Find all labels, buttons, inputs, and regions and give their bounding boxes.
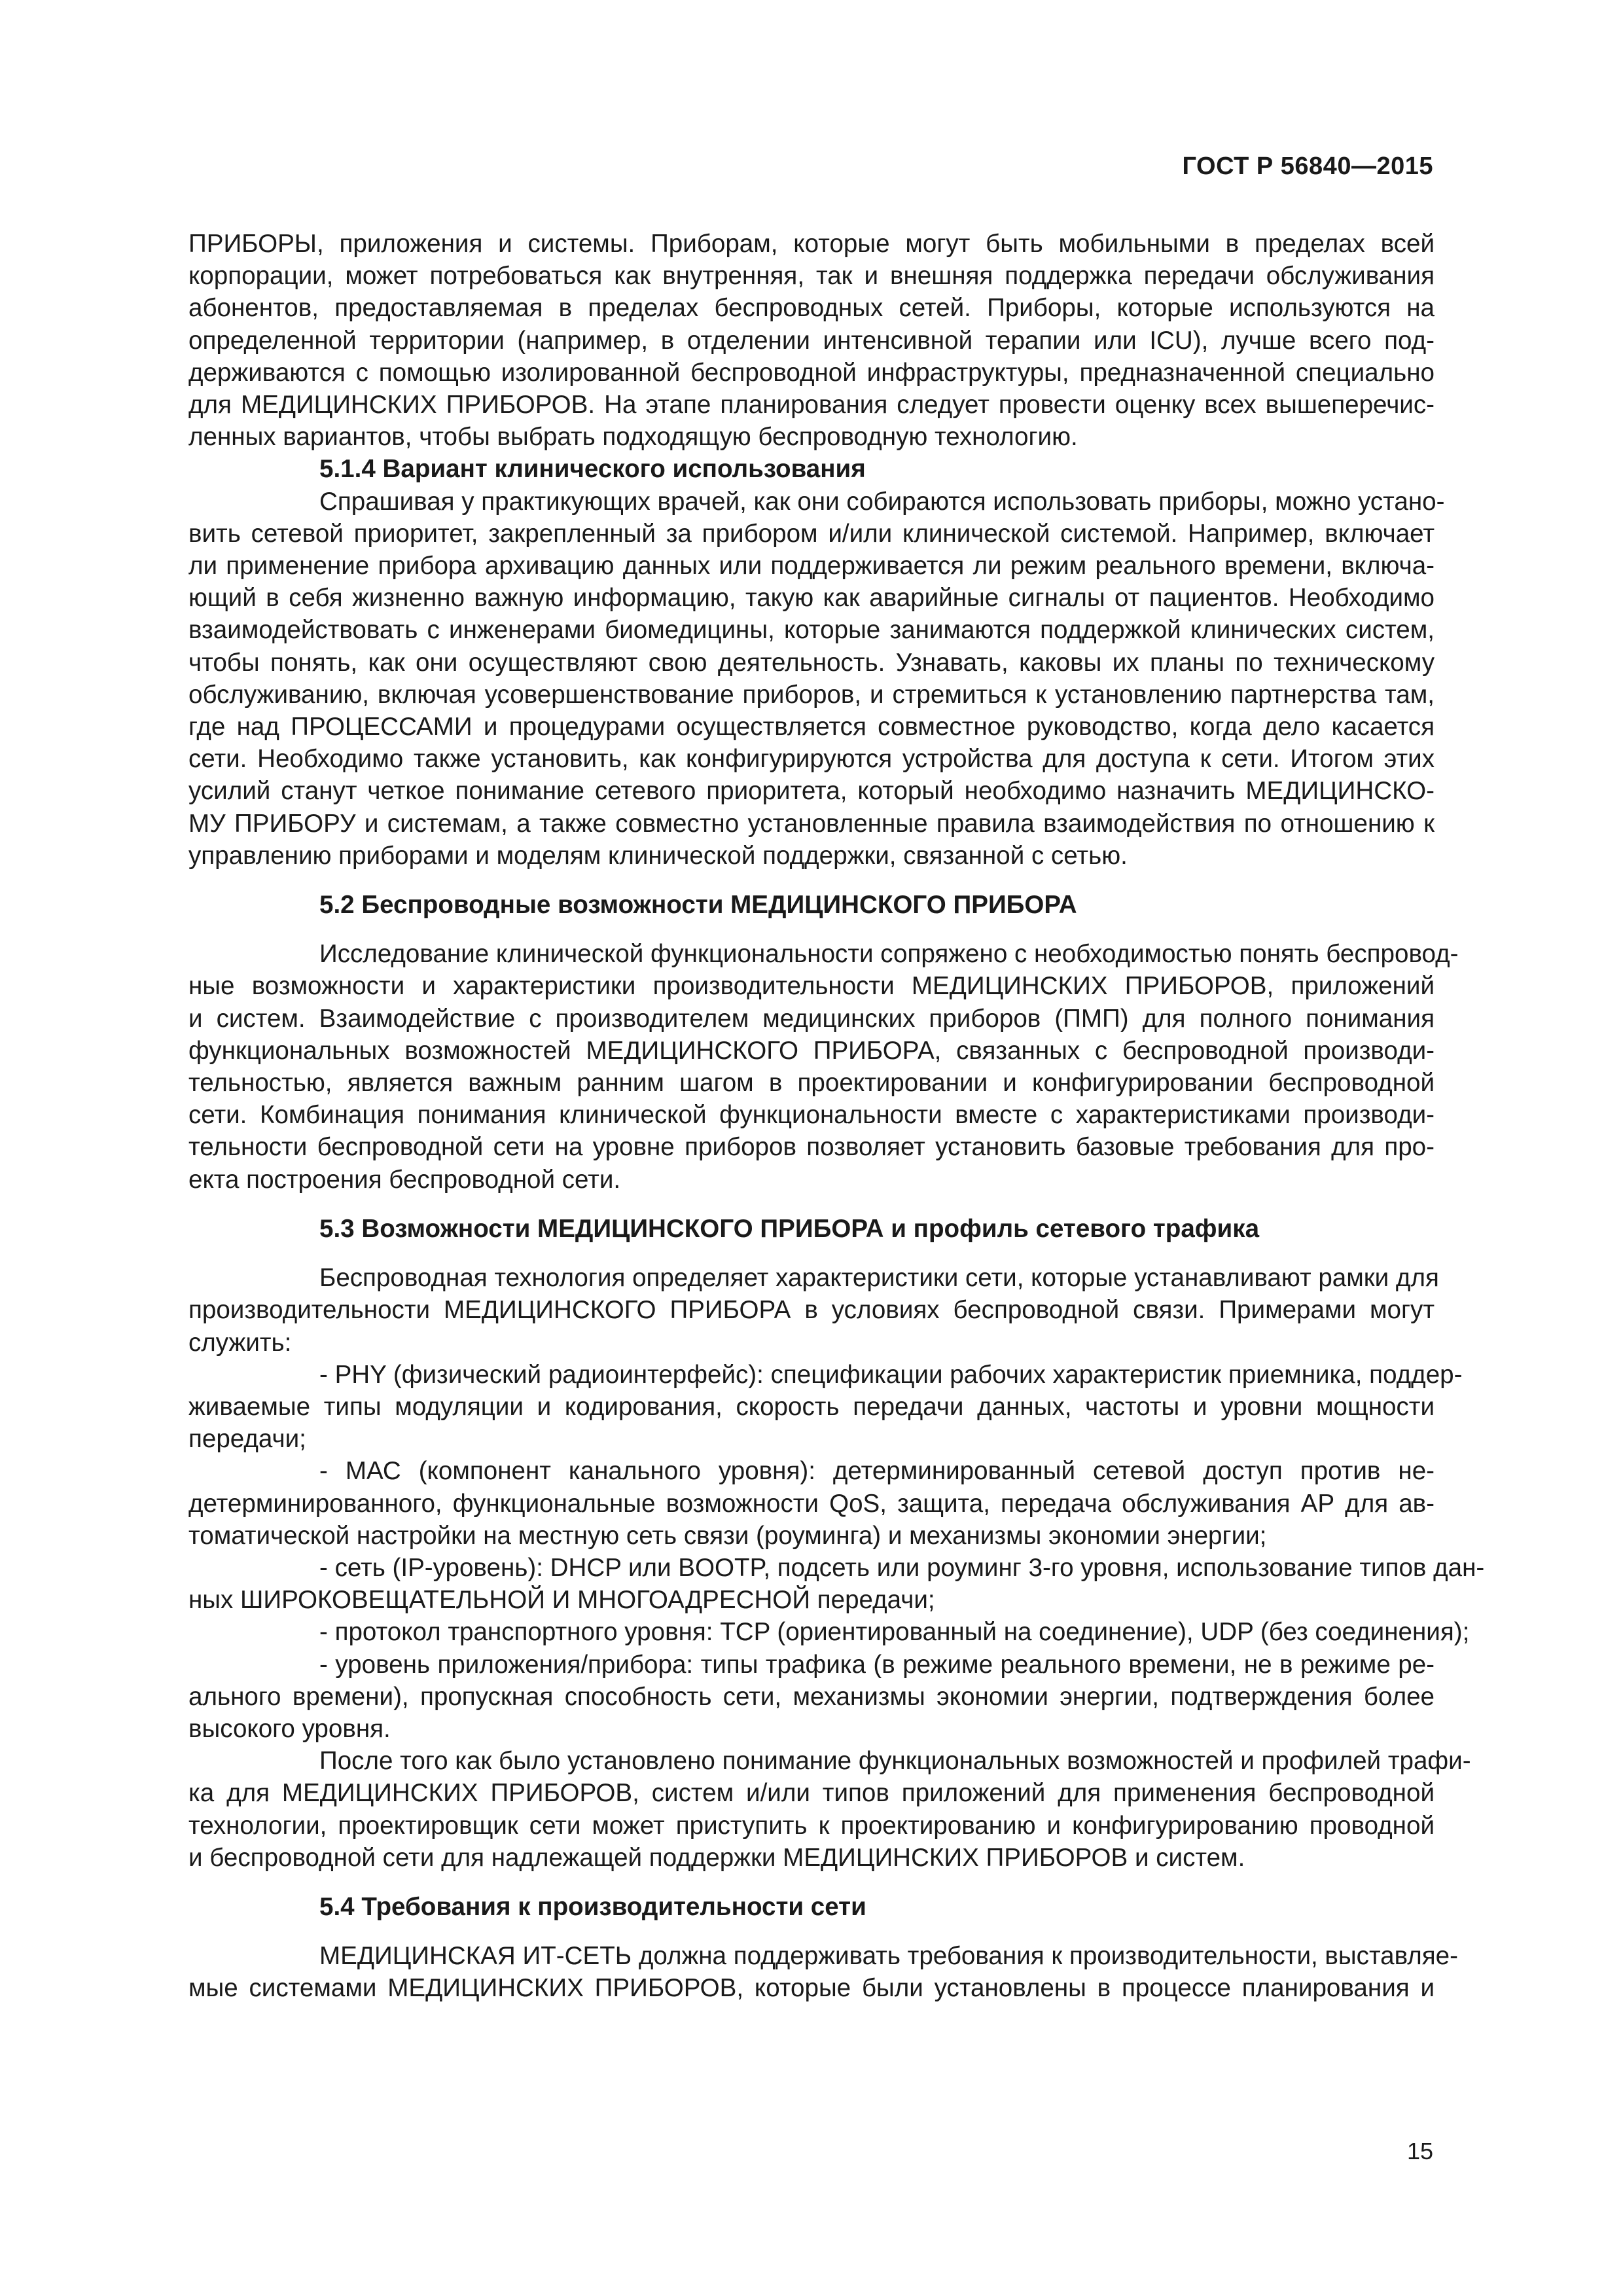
document-code-header: ГОСТ Р 56840—2015 [1182, 152, 1433, 180]
paragraph-wireless-capabilities [188, 938, 1459, 1196]
text-line: корпорации, может потребоваться как внутренняя, так и внешняя поддержка передачи обслуживания [188, 262, 1435, 291]
text-line: - протокол транспортного уровня: TCP (ориентированный на соединение), UDP (без соединения); [319, 1618, 1470, 1647]
document-body [188, 228, 1485, 2005]
text-line: ленных вариантов, чтобы выбрать подходящую беспроводную технологию. [188, 423, 1078, 452]
text-line: для МЕДИЦИНСКИХ ПРИБОРОВ. На этапе планирования следует провести оценку всех вышеперечис- [188, 391, 1435, 420]
list-item-transport [188, 1616, 1470, 1648]
page-number: 15 [1406, 2138, 1433, 2164]
list-item-network [188, 1552, 1485, 1616]
text-line: ального времени), пропускная способность сети, механизмы экономии энергии, подтверждения более [188, 1682, 1435, 1711]
list-item-phy [188, 1359, 1463, 1456]
paragraph-clinical-use [188, 486, 1445, 872]
text-line: Исследование клинической функциональности сопряжено с необходимостью понять беспровод- [319, 940, 1459, 969]
text-line: вить сетевой приоритет, закрепленный за прибором и/или клинической системой. Например, включает [188, 519, 1435, 548]
heading-5-3 [188, 1213, 1435, 1245]
text-line: обслуживанию, включая усовершенствование приборов, и стремиться к установлению партнерства там, [188, 680, 1435, 709]
text-line: ные возможности и характеристики производительности МЕДИЦИНСКИХ ПРИБОРОВ, приложений [188, 972, 1435, 1001]
text-line: где над ПРОЦЕССАМИ и процедурами осуществляется совместное руководство, когда дело касается [188, 713, 1435, 742]
text-line: определенной территории (например, в отделении интенсивной терапии или ICU), лучше всего под- [188, 326, 1435, 355]
text-line: сети. Необходимо также установить, как конфигурируются устройства для доступа к сети. Итогом этих [188, 745, 1435, 774]
text-line: МЕДИЦИНСКАЯ ИТ-СЕТЬ должна поддерживать требования к производительности, выставляе- [319, 1942, 1458, 1971]
list-item-application [188, 1649, 1435, 1746]
section-spacer [188, 1923, 1435, 1940]
text-line: технологии, проектировщик сети может приступить к проектированию и конфигурированию проводной [188, 1811, 1435, 1840]
text-line: тельностью, является важным ранним шагом в проектировании и конфигурировании беспроводной [188, 1069, 1435, 1098]
text-line: функциональных возможностей МЕДИЦИНСКОГО ПРИБОРА, связанных с беспроводной производи- [188, 1036, 1435, 1065]
paragraph-traffic-profiles [188, 1745, 1471, 1874]
section-spacer [188, 872, 1435, 889]
heading-text: 5.2 Беспроводные возможности МЕДИЦИНСКОГО ПРИБОРА [319, 891, 1077, 920]
text-line: ных ШИРОКОВЕЩАТЕЛЬНОЙ И МНОГОАДРЕСНОЙ передачи; [188, 1586, 935, 1615]
text-line: ли применение прибора архивацию данных или поддерживается ли режим реального времени, включа- [188, 552, 1435, 581]
text-line: чтобы понять, как они осуществляют свою деятельность. Узнавать, каковы их планы по техническому [188, 648, 1435, 677]
text-line: детерминированного, функциональные возможности QoS, защита, передача обслуживания АР для ав- [188, 1489, 1435, 1518]
text-line: - сеть (IP-уровень): DHCP или BOOTP, подсеть или роуминг 3-го уровня, использование типов дан- [319, 1553, 1485, 1582]
text-line: - PHY (физический радиоинтерфейс): спецификации рабочих характеристик приемника, поддер- [319, 1360, 1463, 1389]
text-line: екта построения беспроводной сети. [188, 1165, 621, 1194]
text-line: мые системами МЕДИЦИНСКИХ ПРИБОРОВ, которые были установлены в процессе планирования и [188, 1974, 1435, 2003]
text-line: МУ ПРИБОРУ и системам, а также совместно установленные правила взаимодействия по отношению к [188, 809, 1435, 838]
text-line: и систем. Взаимодействие с производителем медицинских приборов (ПМП) для полного понимания [188, 1004, 1435, 1033]
text-line: Спрашивая у практикующих врачей, как они собираются использовать приборы, можно устано- [319, 487, 1445, 516]
text-line: живаемые типы модуляции и кодирования, скорость передачи данных, частоты и уровни мощности [188, 1392, 1435, 1421]
text-line: ющий в себя жизненно важную информацию, такую как аварийные сигналы от пациентов. Необходимо [188, 584, 1435, 613]
heading-5-1-4 [188, 453, 1435, 485]
paragraph-intro [188, 228, 1435, 453]
heading-text: 5.4 Требования к производительности сети [319, 1892, 866, 1921]
text-line: тельности беспроводной сети на уровне приборов позволяет установить базовые требования для про- [188, 1133, 1435, 1162]
heading-text: 5.1.4 Вариант клинического использования [319, 455, 866, 484]
text-line: сети. Комбинация понимания клинической функциональности вместе с характеристиками производи- [188, 1101, 1435, 1130]
text-line: Беспроводная технология определяет характеристики сети, которые устанавливают рамки для [319, 1264, 1439, 1293]
heading-5-4 [188, 1891, 1435, 1923]
text-line: ка для МЕДИЦИНСКИХ ПРИБОРОВ, систем и/или типов приложений для применения беспроводной [188, 1779, 1435, 1808]
text-line: усилий станут четкое понимание сетевого приоритета, который необходимо назначить МЕДИЦИНСКО- [188, 777, 1435, 806]
text-line: управлению приборами и моделям клинической поддержки, связанной с сетью. [188, 841, 1128, 870]
heading-text: 5.3 Возможности МЕДИЦИНСКОГО ПРИБОРА и профиль сетевого трафика [319, 1214, 1260, 1243]
paragraph-wireless-technology [188, 1262, 1439, 1359]
text-line: передачи; [188, 1425, 306, 1454]
text-line: служить: [188, 1328, 292, 1357]
section-spacer [188, 921, 1435, 938]
text-line: После того как было установлено понимание функциональных возможностей и профилей трафи- [319, 1747, 1471, 1776]
text-line: высокого уровня. [188, 1714, 391, 1743]
text-line: - уровень приложения/прибора: типы трафика (в режиме реального времени, не в режиме ре- [319, 1650, 1435, 1679]
text-line: производительности МЕДИЦИНСКОГО ПРИБОРА в условиях беспроводной связи. Примерами могут [188, 1296, 1435, 1325]
section-spacer [188, 1874, 1435, 1891]
text-line: и беспроводной сети для надлежащей поддержки МЕДИЦИНСКИХ ПРИБОРОВ и систем. [188, 1843, 1245, 1872]
text-line: томатической настройки на местную сеть связи (роуминга) и механизмы экономии энергии; [188, 1521, 1267, 1550]
section-spacer [188, 1245, 1435, 1262]
text-line: абонентов, предоставляемая в пределах беспроводных сетей. Приборы, которые используются на [188, 294, 1435, 323]
text-line: ПРИБОРЫ, приложения и системы. Приборам, которые могут быть мобильными в пределах всей [188, 230, 1435, 258]
text-line: - МАС (компонент канального уровня): детерминированный сетевой доступ против не- [319, 1457, 1435, 1486]
list-item-mac [188, 1455, 1435, 1552]
heading-5-2 [188, 889, 1435, 921]
text-line: взаимодействовать с инженерами биомедицины, которые занимаются поддержкой клинических систем, [188, 616, 1435, 645]
text-line: держиваются с помощью изолированной беспроводной инфраструктуры, предназначенной специально [188, 358, 1435, 387]
paragraph-network-requirements [188, 1940, 1458, 2004]
section-spacer [188, 1196, 1435, 1213]
